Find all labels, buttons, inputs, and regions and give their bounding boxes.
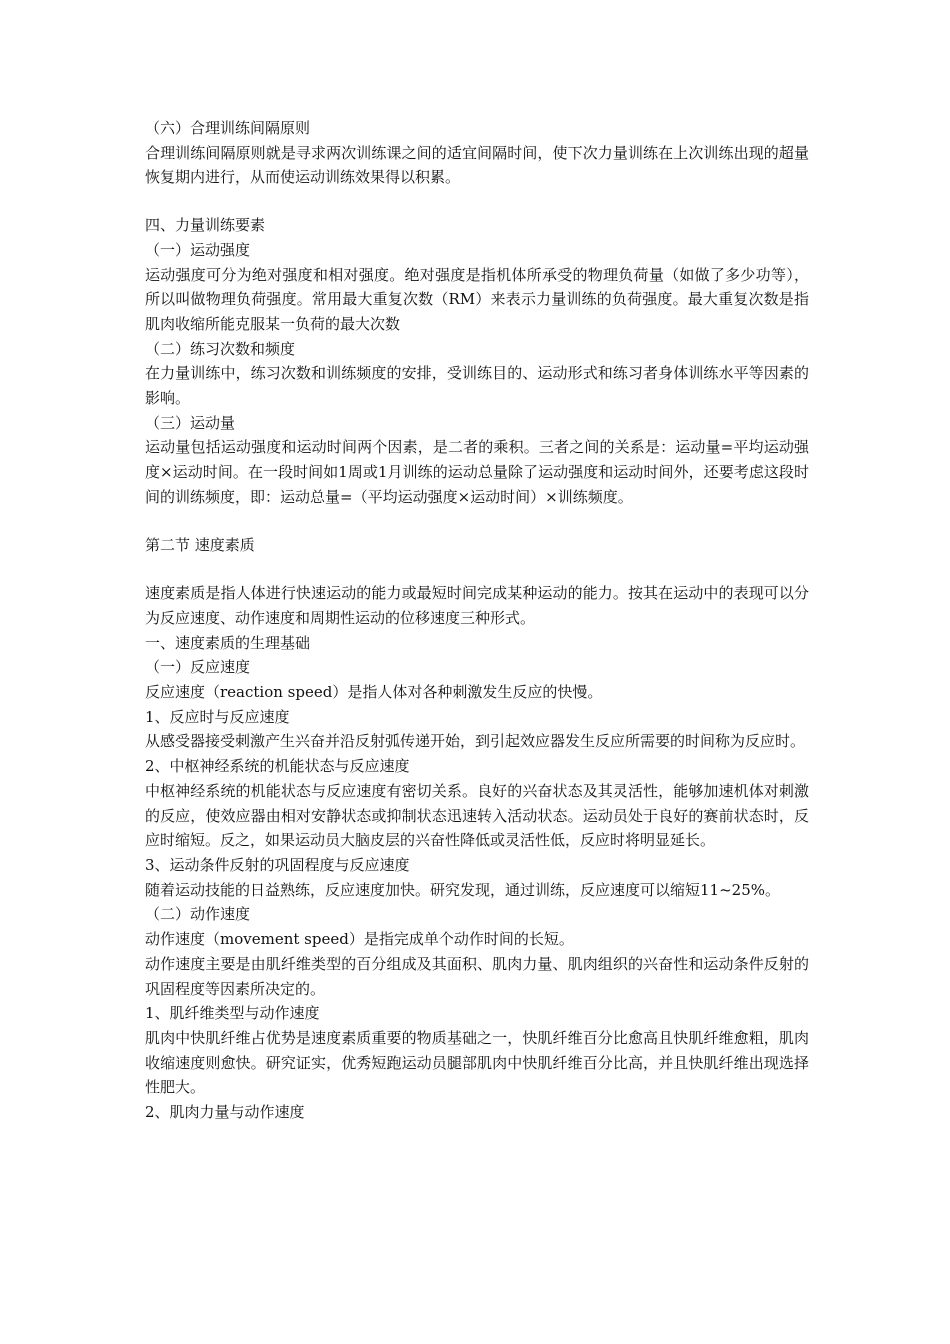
paragraph-exercise-volume: 运动量包括运动强度和运动时间两个因素，是二者的乘积。三者之间的关系是：运动量=平均运动强度×运动时间。在一段时间如1周或1月训练的运动总量除了运动强度和运动时间外，还要考虑这段时间的训练频度，即：运动总量=（平均运动强度×运动时间）×训练频度。 <box>145 438 809 506</box>
subheading-cns-state: 2、中枢神经系统的机能状态与反应速度 <box>145 757 410 776</box>
section-title-speed: 第二节 速度素质 <box>145 535 255 554</box>
subheading-movement-speed: （二）动作速度 <box>145 905 251 924</box>
subheading-fiber-type: 1、肌纤维类型与动作速度 <box>145 1004 320 1023</box>
paragraph-exercise-intensity: 运动强度可分为绝对强度和相对强度。绝对强度是指机体所承受的物理负荷量（如做了多少功等），所以叫做物理负荷强度。常用最大重复次数（RM）来表示力量训练的负荷强度。最大重复次数是指肌肉收缩所能克服某一负荷的最大次数 <box>145 265 809 333</box>
paragraph-cns-state: 中枢神经系统的机能状态与反应速度有密切关系。良好的兴奋状态及其灵活性，能够加速机体对刺激的反应，使效应器由相对安静状态或抑制状态迅速转入活动状态。运动员处于良好的赛前状态时，反应时缩短。反之，如果运动员大脑皮层的兴奋性降低或灵活性低，反应时将明显延长。 <box>145 781 809 850</box>
paragraph-fiber-type: 肌肉中快肌纤维占优势是速度素质重要的物质基础之一，快肌纤维百分比愈高且快肌纤维愈粗，肌肉收缩速度则愈快。研究证实，优秀短跑运动员腿部肌肉中快肌纤维百分比高，并且快肌纤维出现选择性肥大。 <box>145 1028 809 1097</box>
paragraph-movement-speed-factors: 动作速度主要是由肌纤维类型的百分组成及其面积、肌肉力量、肌肉组织的兴奋性和运动条件反射的巩固程度等因素所决定的。 <box>145 954 809 998</box>
subheading-repetitions-frequency: （二）练习次数和频度 <box>145 339 296 358</box>
paragraph-conditioned-reflex: 随着运动技能的日益熟练，反应速度加快。研究发现，通过训练，反应速度可以缩短11~25%。 <box>145 880 780 899</box>
paragraph-speed-definition: 速度素质是指人体进行快速运动的能力或最短时间完成某种运动的能力。按其在运动中的表现可以分为反应速度、动作速度和周期性运动的位移速度三种形式。 <box>145 584 809 627</box>
spacer <box>145 190 809 213</box>
subheading-rest-interval: （六）合理训练间隔原则 <box>145 119 311 137</box>
heading-speed-physiology: 一、速度素质的生理基础 <box>145 633 311 652</box>
paragraph-rest-interval: 合理训练间隔原则就是寻求两次训练课之间的适宜间隔时间，使下次力量训练在上次训练出现的超量恢复期内进行，从而使运动训练效果得以积累。 <box>145 143 809 187</box>
spacer <box>145 557 809 581</box>
paragraph-movement-speed-definition: 动作速度（movement speed）是指完成单个动作时间的长短。 <box>145 930 574 949</box>
subheading-conditioned-reflex: 3、运动条件反射的巩固程度与反应速度 <box>145 855 410 874</box>
subheading-exercise-volume: （三）运动量 <box>145 413 236 432</box>
paragraph-repetitions-frequency: 在力量训练中，练习次数和训练频度的安排，受训练目的、运动形式和练习者身体训练水平等因素的影响。 <box>145 364 809 408</box>
document-body <box>145 116 809 1125</box>
paragraph-reaction-speed: 反应速度（reaction speed）是指人体对各种刺激发生反应的快慢。 <box>145 683 603 702</box>
subheading-exercise-intensity: （一）运动强度 <box>145 240 251 259</box>
spacer <box>145 510 809 533</box>
subheading-reaction-speed: （一）反应速度 <box>145 658 251 677</box>
subheading-reaction-time: 1、反应时与反应速度 <box>145 707 290 726</box>
heading-strength-training-elements: 四、力量训练要素 <box>145 216 266 235</box>
subheading-muscle-strength: 2、肌肉力量与动作速度 <box>145 1103 305 1122</box>
paragraph-reaction-time: 从感受器接受刺激产生兴奋并沿反射弧传递开始，到引起效应器发生反应所需要的时间称为反应时。 <box>145 732 806 751</box>
